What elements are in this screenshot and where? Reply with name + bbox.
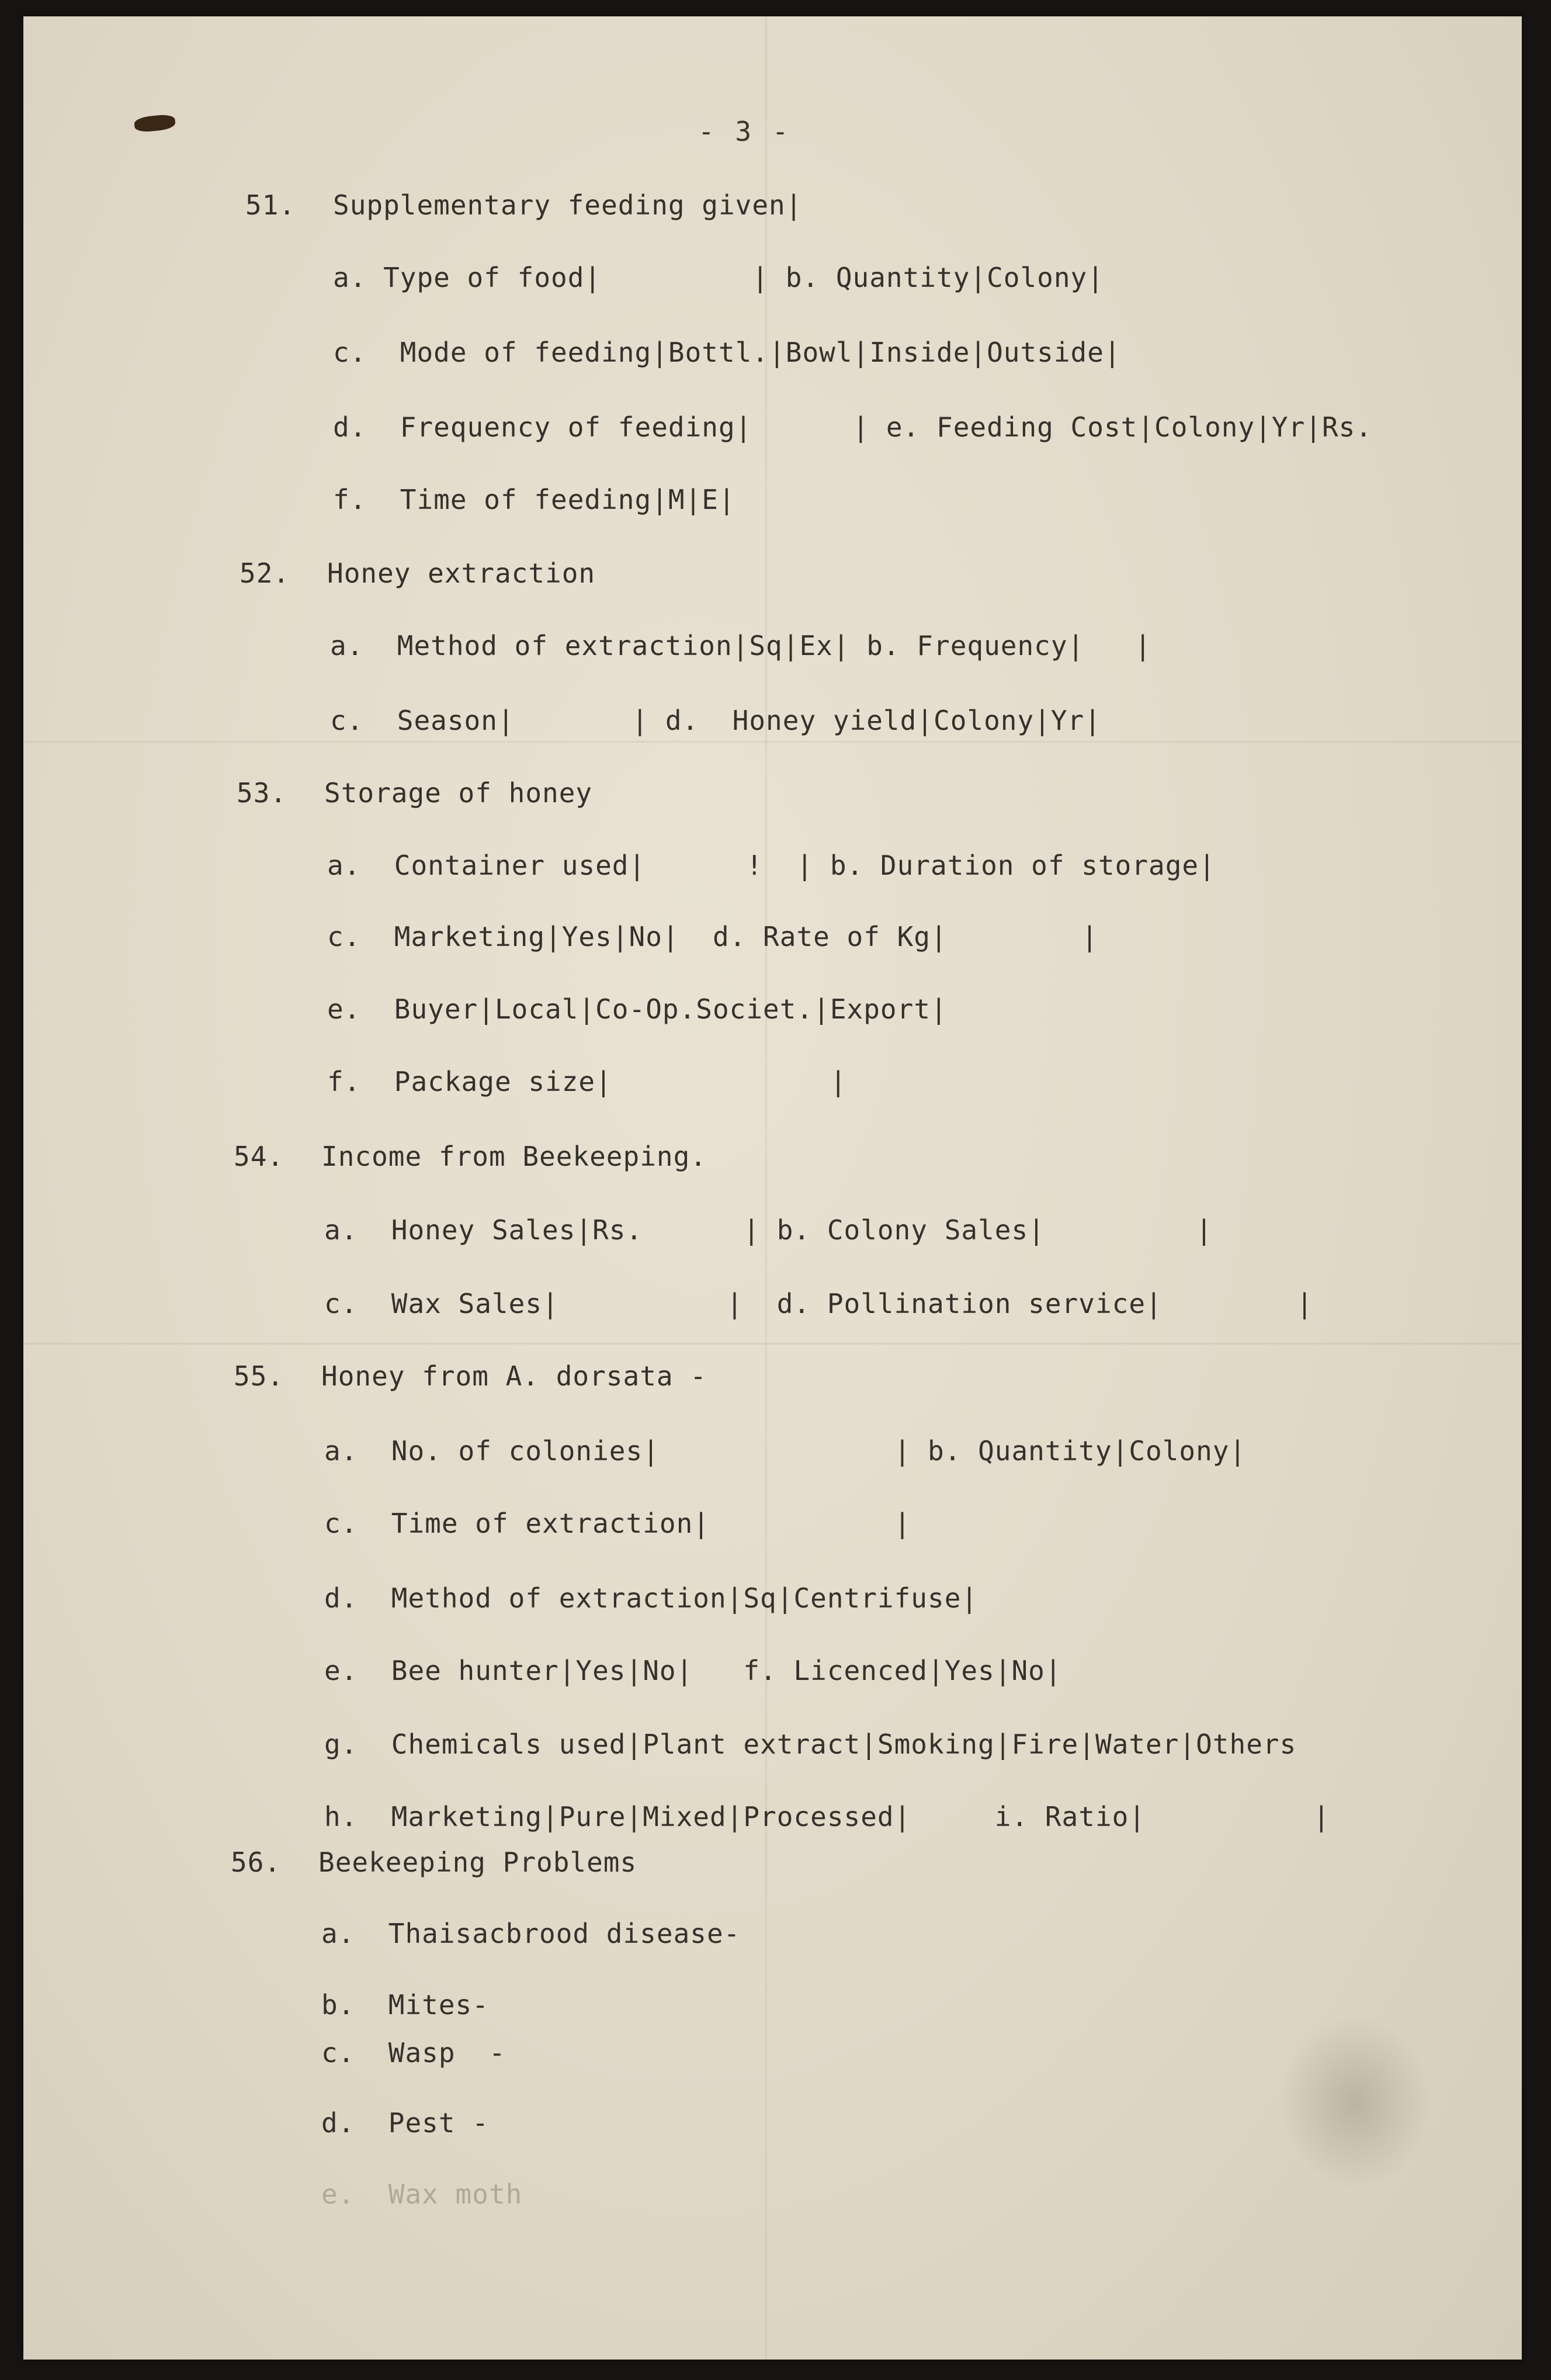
item-text: a. Thaisacbrood disease- xyxy=(321,1918,741,1949)
item-text: a. Honey Sales|Rs. | b. Colony Sales| | xyxy=(324,1214,1213,1246)
item-56a xyxy=(321,1918,740,1949)
item-53c xyxy=(327,921,1098,952)
item-text: a. Method of extraction|Sq|Ex| b. Frequency| | xyxy=(330,630,1152,661)
item-53f xyxy=(327,1066,847,1097)
item-text: e. Bee hunter|Yes|No| f. Licenced|Yes|No| xyxy=(324,1655,1062,1686)
item-text: c. Season| | d. Honey yield|Colony|Yr| xyxy=(330,705,1101,736)
paper-crease xyxy=(23,741,1522,743)
item-55h xyxy=(324,1801,1330,1832)
smudge xyxy=(1279,2015,1431,2190)
item-55c xyxy=(324,1508,911,1539)
question-number: 53. xyxy=(237,777,287,809)
item-text: d. Method of extraction|Sq|Centrifuse| xyxy=(324,1582,979,1614)
question-text: Beekeeping Problems xyxy=(318,1847,637,1878)
question-text: Honey extraction xyxy=(327,557,596,589)
item-text: c. Wasp - xyxy=(321,2037,506,2069)
question-text: Honey from A. dorsata - xyxy=(321,1360,707,1392)
item-text: c. Time of extraction| | xyxy=(324,1508,911,1539)
item-53e xyxy=(327,993,948,1025)
item-text: e. Wax moth xyxy=(321,2178,523,2210)
item-text: b. Mites- xyxy=(321,1989,489,2021)
item-55g xyxy=(324,1728,1296,1760)
item-text: d. Pest - xyxy=(321,2107,489,2139)
item-text: c. Mode of feeding|Bottl.|Bowl|Inside|Outside| xyxy=(333,337,1121,368)
item-51c xyxy=(333,337,1121,368)
item-text: a. Container used| ! | b. Duration of storage| xyxy=(327,850,1216,881)
item-text: c. Marketing|Yes|No| d. Rate of Kg| | xyxy=(327,921,1098,952)
question-55 xyxy=(234,1360,707,1392)
paper-crease xyxy=(23,1343,1522,1345)
question-53 xyxy=(237,777,592,809)
item-text: h. Marketing|Pure|Mixed|Processed| i. Ratio| | xyxy=(324,1801,1330,1832)
item-51a xyxy=(333,262,1104,293)
question-text: Storage of honey xyxy=(324,777,593,809)
item-text: g. Chemicals used|Plant extract|Smoking|Fire|Water|Others xyxy=(324,1728,1297,1760)
document-page xyxy=(23,16,1522,2360)
question-number: 55. xyxy=(234,1360,284,1392)
item-51f xyxy=(333,484,735,515)
question-54 xyxy=(234,1141,707,1172)
item-text: c. Wax Sales| | d. Pollination service| | xyxy=(324,1288,1313,1319)
question-number: 52. xyxy=(240,557,290,589)
item-54c xyxy=(324,1288,1313,1319)
question-text: Income from Beekeeping. xyxy=(321,1141,707,1172)
page-number: - 3 - xyxy=(698,116,791,147)
item-52c xyxy=(330,705,1101,736)
item-text: a. Type of food| | b. Quantity|Colony| xyxy=(333,262,1104,293)
item-text: e. Buyer|Local|Co-Op.Societ.|Export| xyxy=(327,993,948,1025)
question-52 xyxy=(240,557,595,589)
item-text: d. Frequency of feeding| | e. Feeding Cost|Colony|Yr|Rs. xyxy=(333,411,1373,443)
item-56e xyxy=(321,2178,522,2210)
item-55a xyxy=(324,1435,1246,1467)
rust-stain xyxy=(134,113,176,133)
question-56 xyxy=(231,1847,637,1878)
item-55d xyxy=(324,1582,978,1614)
item-55e xyxy=(324,1655,1062,1686)
item-56c xyxy=(321,2037,506,2069)
question-number: 54. xyxy=(234,1141,284,1172)
item-text: f. Time of feeding|M|E| xyxy=(333,484,735,515)
question-text: Supplementary feeding given| xyxy=(333,189,803,221)
item-text: a. No. of colonies| | b. Quantity|Colony| xyxy=(324,1435,1247,1467)
item-53a xyxy=(327,850,1216,881)
question-51 xyxy=(245,189,802,221)
question-number: 51. xyxy=(245,189,296,221)
item-56b xyxy=(321,1989,489,2021)
item-52a xyxy=(330,630,1151,661)
item-51d xyxy=(333,411,1372,443)
item-54a xyxy=(324,1214,1213,1246)
item-56d xyxy=(321,2107,489,2139)
question-number: 56. xyxy=(231,1847,282,1878)
item-text: f. Package size| | xyxy=(327,1066,847,1097)
